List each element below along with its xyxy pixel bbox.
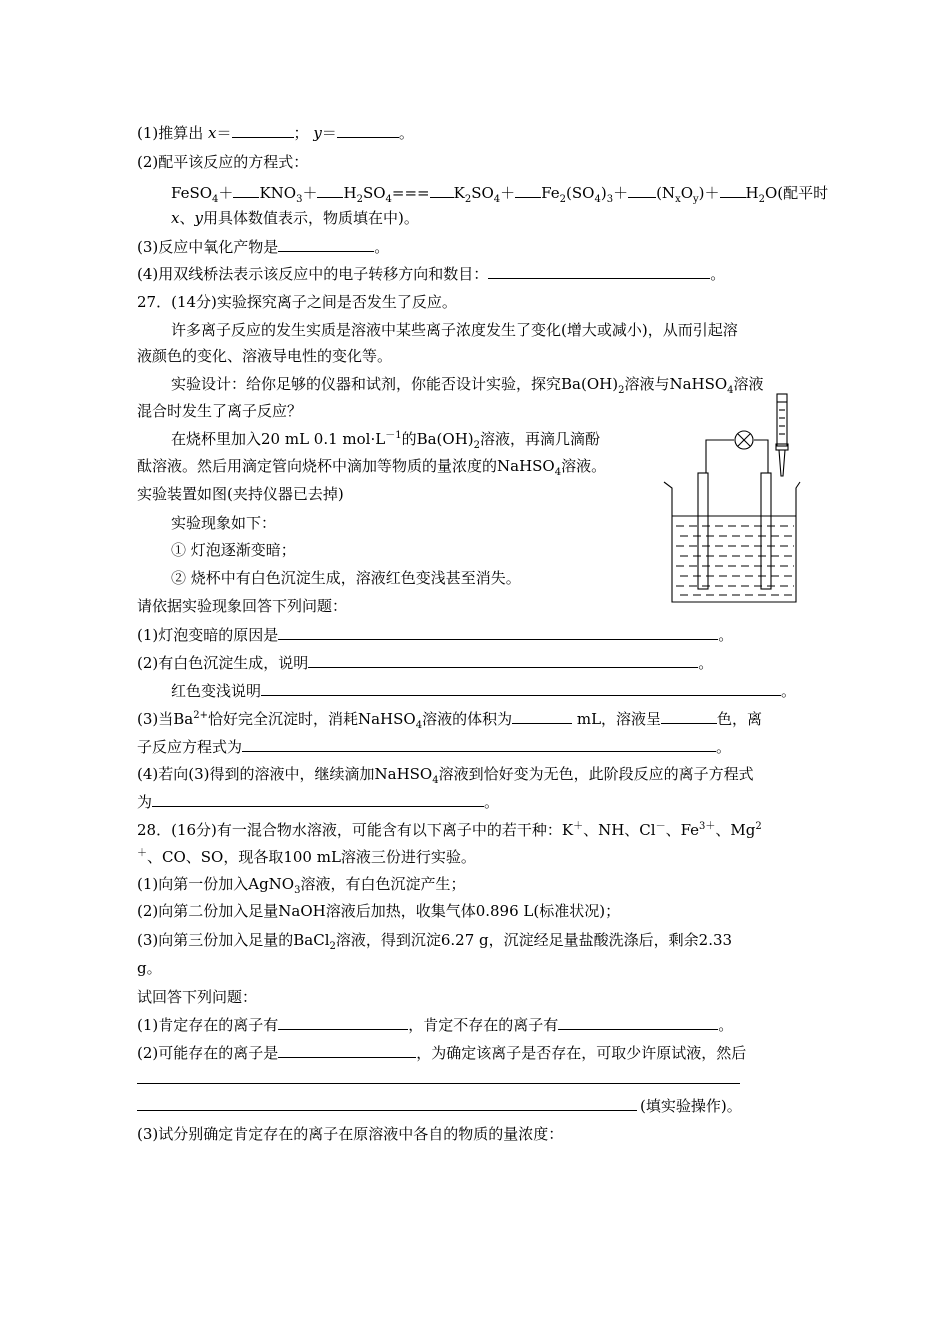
answer-blank[interactable]	[261, 680, 781, 696]
electrode-left	[698, 473, 708, 589]
q27-para3: 在烧杯里加入20 mL 0.1 $mol\cdot L^{-1}$的$Ba(OH)_2$溶液，再滴几滴酚	[171, 430, 601, 451]
q27-instruction: 请依据实验现象回答下列问题：	[137, 597, 348, 615]
answer-blank[interactable]	[661, 708, 717, 724]
answer-line[interactable]	[137, 1110, 637, 1111]
q28-experiment-3-cont: g。	[137, 959, 162, 977]
q27-observation-2: ② 烧杯中有白色沉淀生成，溶液红色变浅甚至消失。	[171, 569, 521, 587]
answer-blank[interactable]	[242, 736, 716, 752]
q26-equation-note: x、y用具体数值表示，物质填在中)。	[171, 209, 419, 227]
answer-blank[interactable]	[278, 624, 718, 640]
q27-answer-2: (2)有白色沉淀生成，说明 。	[137, 654, 714, 672]
answer-blank[interactable]	[278, 1042, 416, 1058]
q28-heading: 28．(16分)有一混合物水溶液，可能含有以下离子中的若干种：K＋、NH、Cl－、$Fe^{3+}$、Mg$^2$	[137, 821, 762, 839]
liquid-hatching	[676, 526, 794, 595]
answer-blank[interactable]	[488, 263, 710, 279]
q26-part1: (1)推算出 x＝ ； y＝ 。	[137, 124, 414, 142]
q27-heading: 27．(14分)实验探究离子之间是否发生了反应。	[137, 293, 457, 311]
q27-answer-4b: 为 。	[137, 793, 500, 811]
q27-apparatus-caption: 实验装置如图(夹持仪器已去掉)	[137, 485, 344, 503]
answer-blank[interactable]	[337, 122, 399, 138]
q28-answer-3: (3)试分别确定肯定存在的离子在原溶液中各自的物质的量浓度：	[137, 1125, 564, 1143]
q27-para1: 许多离子反应的发生实质是溶液中某些离子浓度发生了变化(增大或减小)，从而引起溶	[171, 321, 738, 339]
burette-stopcock	[776, 444, 788, 450]
q27-observation-heading: 实验现象如下：	[171, 514, 277, 532]
q26-equation: FeSO$_4$＋ $KNO_3+ H_2SO_4=== K_2SO_4+ Fe_2(SO_4)_3+ (N_xO_y)+ H_2O$(配平时	[171, 184, 829, 205]
circuit-wire-right	[754, 440, 768, 473]
answer-blank[interactable]	[558, 1014, 718, 1030]
q27-observation-1: ① 灯泡逐渐变暗；	[171, 541, 296, 559]
q28-answer-1: (1)肯定存在的离子有 ，肯定不存在的离子有 。	[137, 1016, 734, 1034]
q28-experiment-2: (2)向第二份加入足量NaOH溶液后加热，收集气体0.896 L(标准状况)；	[137, 902, 621, 920]
coef-blank[interactable]	[317, 182, 343, 198]
q28-answer-2-hint: (填实验操作)。	[640, 1097, 742, 1115]
q26-part2: (2)配平该反应的方程式：	[137, 153, 309, 171]
q27-answer-2b: 红色变浅说明 。	[171, 682, 797, 700]
q28-experiment-1: (1)向第一份加入AgNO$_3$溶液，有白色沉淀产生；	[137, 875, 466, 896]
coef-blank[interactable]	[430, 182, 454, 198]
coef-blank[interactable]	[628, 182, 656, 198]
apparatus-diagram	[650, 388, 810, 620]
beaker	[664, 482, 800, 602]
q26-part3: (3)反应中氧化产物是 。	[137, 238, 390, 256]
q27-answer-1: (1)灯泡变暗的原因是 。	[137, 626, 734, 644]
answer-blank[interactable]	[278, 236, 374, 252]
q26-part4: (4)用双线桥法表示该反应中的电子转移方向和数目： 。	[137, 265, 726, 283]
q27-para3-cont: 酞溶液。然后用滴定管向烧杯中滴加等物质的量浓度的NaHSO$_4$溶液。	[137, 457, 607, 478]
q27-para2: 实验设计：给你足够的仪器和试剂，你能否设计实验，探究$Ba(OH)_2$溶液与NaHSO$_4$溶液	[171, 375, 764, 396]
burette-tip	[779, 450, 785, 476]
answer-blank[interactable]	[152, 791, 484, 807]
answer-blank[interactable]	[308, 652, 698, 668]
answer-blank[interactable]	[232, 122, 294, 138]
q28-answer-2: (2)可能存在的离子是 ，为确定该离子是否存在，可取少许原试液，然后	[137, 1044, 747, 1062]
q27-answer-3b: 子反应方程式为 。	[137, 738, 732, 756]
circuit-wire-left	[706, 440, 734, 473]
q28-heading-cont: ＋、CO、SO，现各取100 mL溶液三份进行实验。	[137, 848, 476, 866]
q28-instruction: 试回答下列问题：	[137, 988, 258, 1006]
answer-blank[interactable]	[278, 1014, 408, 1030]
q28-experiment-3: (3)向第三份加入足量的BaCl$_2$溶液，得到沉淀6.27 g，沉淀经足量盐酸洗涤后，剩余2.33	[137, 931, 733, 952]
coef-blank[interactable]	[720, 182, 746, 198]
q27-answer-4: (4)若向(3)得到的溶液中，继续滴加NaHSO$_4$溶液到恰好变为无色，此阶段反应的离子方程式	[137, 765, 754, 786]
answer-line[interactable]	[137, 1083, 740, 1084]
coef-blank[interactable]	[233, 182, 259, 198]
electrode-right	[761, 473, 771, 589]
coef-blank[interactable]	[515, 182, 541, 198]
q27-answer-3: (3)当$Ba^{2+}$恰好完全沉淀时，消耗NaHSO$_4$溶液的体积为 mL，溶液呈 色，离	[137, 710, 763, 731]
q27-para1-cont: 液颜色的变化、溶液导电性的变化等。	[137, 347, 393, 365]
q27-para2-cont: 混合时发生了离子反应？	[137, 402, 303, 420]
answer-blank[interactable]	[512, 708, 572, 724]
